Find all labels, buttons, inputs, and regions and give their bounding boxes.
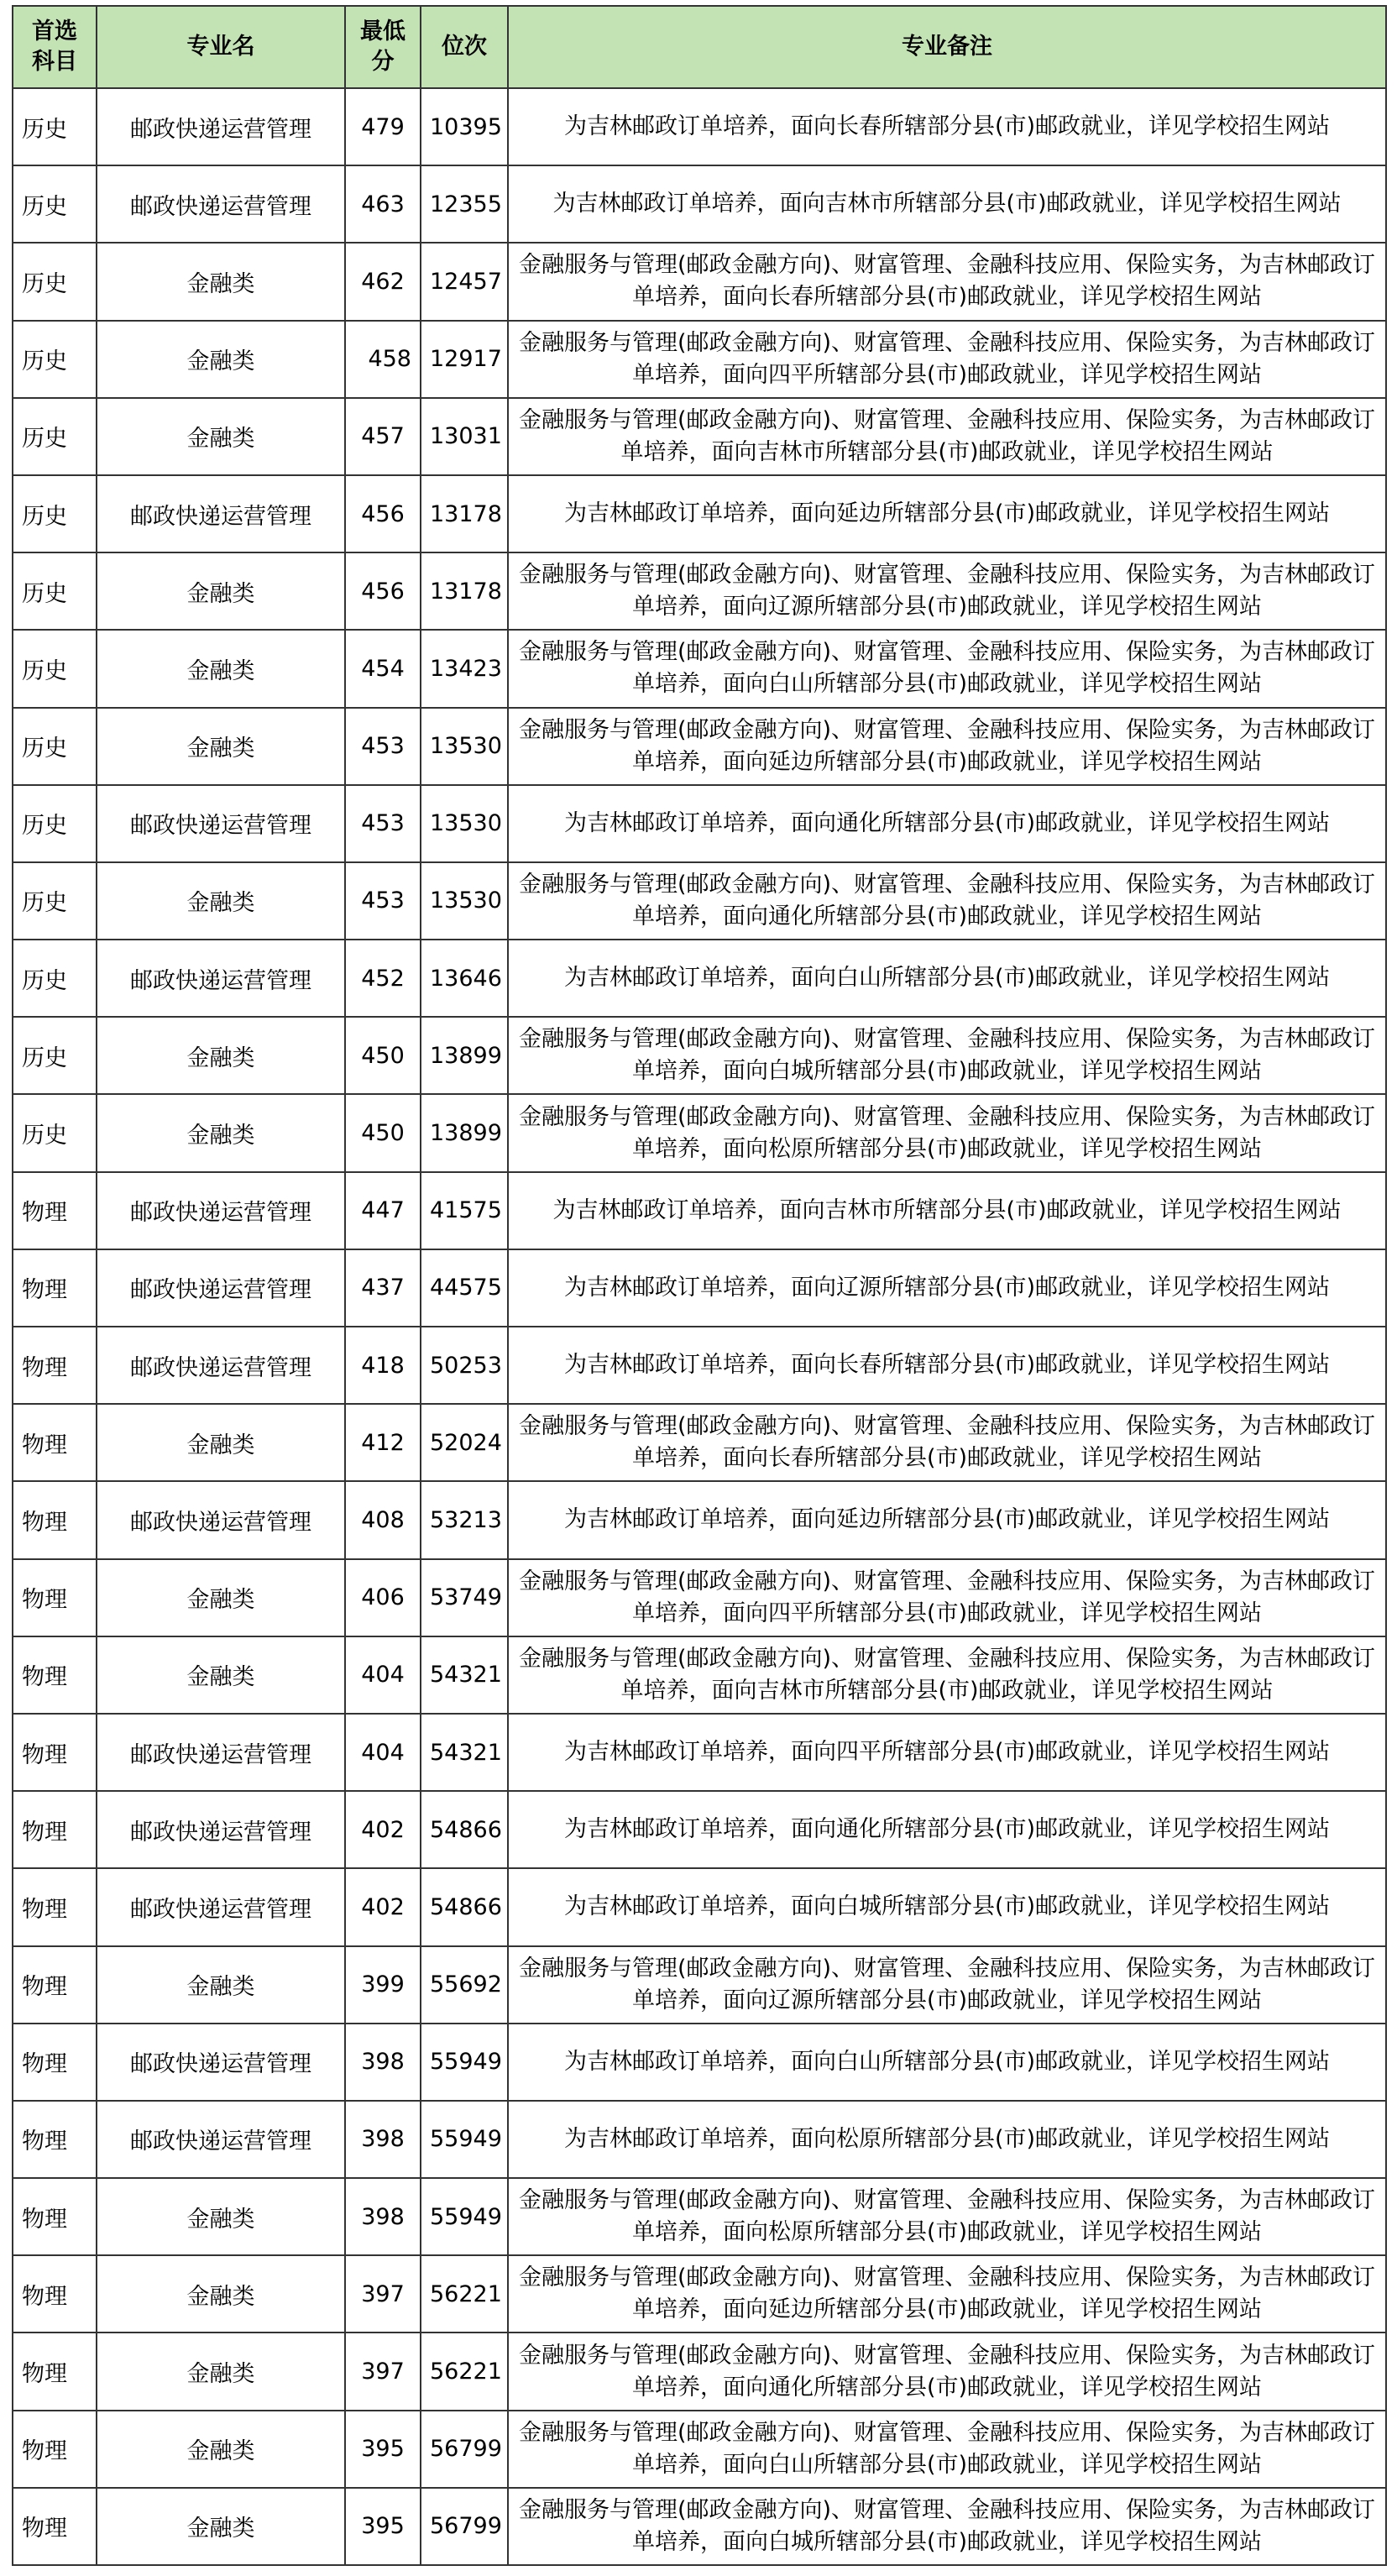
cell-notes: 为吉林邮政订单培养，面向延边所辖部分县(市)邮政就业，详见学校招生网站 bbox=[508, 475, 1386, 552]
cell-subject: 物理 bbox=[13, 1172, 97, 1249]
table-row bbox=[13, 1636, 1386, 1714]
cell-rank: 55692 bbox=[421, 1946, 508, 2024]
cell-rank: 13031 bbox=[421, 398, 508, 475]
cell-min-score: 418 bbox=[345, 1327, 421, 1404]
cell-rank: 56221 bbox=[421, 2255, 508, 2333]
cell-rank: 13178 bbox=[421, 552, 508, 630]
table-row bbox=[13, 1868, 1386, 1945]
admissions-table bbox=[12, 5, 1387, 2566]
table-row bbox=[13, 1249, 1386, 1327]
cell-major: 邮政快递运营管理 bbox=[97, 940, 345, 1017]
cell-subject: 历史 bbox=[13, 475, 97, 552]
cell-major: 金融类 bbox=[97, 630, 345, 707]
cell-notes: 金融服务与管理(邮政金融方向)、财富管理、金融科技应用、保险实务，为吉林邮政订单培养，面向白山所辖部分县(市)邮政就业，详见学校招生网站 bbox=[508, 2411, 1386, 2488]
cell-min-score: 397 bbox=[345, 2255, 421, 2333]
cell-major: 邮政快递运营管理 bbox=[97, 88, 345, 165]
cell-rank: 12457 bbox=[421, 243, 508, 320]
cell-rank: 53213 bbox=[421, 1481, 508, 1558]
cell-major: 邮政快递运营管理 bbox=[97, 1791, 345, 1868]
cell-major: 金融类 bbox=[97, 2488, 345, 2565]
cell-notes: 金融服务与管理(邮政金融方向)、财富管理、金融科技应用、保险实务，为吉林邮政订单培养，面向松原所辖部分县(市)邮政就业，详见学校招生网站 bbox=[508, 2178, 1386, 2255]
table-row bbox=[13, 1094, 1386, 1171]
cell-notes: 金融服务与管理(邮政金融方向)、财富管理、金融科技应用、保险实务，为吉林邮政订单培养，面向长春所辖部分县(市)邮政就业，详见学校招生网站 bbox=[508, 1404, 1386, 1481]
cell-subject: 物理 bbox=[13, 2411, 97, 2488]
cell-notes: 金融服务与管理(邮政金融方向)、财富管理、金融科技应用、保险实务，为吉林邮政订单培养，面向辽源所辖部分县(市)邮政就业，详见学校招生网站 bbox=[508, 552, 1386, 630]
cell-rank: 12355 bbox=[421, 165, 508, 243]
cell-subject: 历史 bbox=[13, 785, 97, 862]
cell-min-score: 397 bbox=[345, 2333, 421, 2410]
header-row bbox=[13, 6, 1386, 88]
cell-min-score: 463 bbox=[345, 165, 421, 243]
cell-notes: 金融服务与管理(邮政金融方向)、财富管理、金融科技应用、保险实务，为吉林邮政订单培养，面向白城所辖部分县(市)邮政就业，详见学校招生网站 bbox=[508, 1017, 1386, 1094]
cell-notes: 为吉林邮政订单培养，面向吉林市所辖部分县(市)邮政就业，详见学校招生网站 bbox=[508, 165, 1386, 243]
cell-notes: 为吉林邮政订单培养，面向白山所辖部分县(市)邮政就业，详见学校招生网站 bbox=[508, 940, 1386, 1017]
table-row bbox=[13, 1017, 1386, 1094]
cell-rank: 13178 bbox=[421, 475, 508, 552]
cell-notes: 金融服务与管理(邮政金融方向)、财富管理、金融科技应用、保险实务，为吉林邮政订单培养，面向通化所辖部分县(市)邮政就业，详见学校招生网站 bbox=[508, 2333, 1386, 2410]
cell-notes: 金融服务与管理(邮政金融方向)、财富管理、金融科技应用、保险实务，为吉林邮政订单培养，面向白山所辖部分县(市)邮政就业，详见学校招生网站 bbox=[508, 630, 1386, 707]
cell-notes: 为吉林邮政订单培养，面向辽源所辖部分县(市)邮政就业，详见学校招生网站 bbox=[508, 1249, 1386, 1327]
cell-rank: 13530 bbox=[421, 862, 508, 940]
cell-major: 金融类 bbox=[97, 1636, 345, 1714]
cell-notes: 为吉林邮政订单培养，面向白城所辖部分县(市)邮政就业，详见学校招生网站 bbox=[508, 1868, 1386, 1945]
cell-min-score: 406 bbox=[345, 1559, 421, 1636]
cell-rank: 50253 bbox=[421, 1327, 508, 1404]
cell-major: 金融类 bbox=[97, 1094, 345, 1171]
cell-min-score: 456 bbox=[345, 475, 421, 552]
cell-min-score: 453 bbox=[345, 785, 421, 862]
cell-major: 金融类 bbox=[97, 862, 345, 940]
cell-notes: 金融服务与管理(邮政金融方向)、财富管理、金融科技应用、保险实务，为吉林邮政订单培养，面向延边所辖部分县(市)邮政就业，详见学校招生网站 bbox=[508, 2255, 1386, 2333]
cell-subject: 历史 bbox=[13, 398, 97, 475]
table-row bbox=[13, 630, 1386, 707]
cell-subject: 物理 bbox=[13, 2101, 97, 2178]
table-row bbox=[13, 1481, 1386, 1558]
cell-major: 金融类 bbox=[97, 2178, 345, 2255]
cell-notes: 金融服务与管理(邮政金融方向)、财富管理、金融科技应用、保险实务，为吉林邮政订单培养，面向吉林市所辖部分县(市)邮政就业，详见学校招生网站 bbox=[508, 398, 1386, 475]
cell-subject: 物理 bbox=[13, 1946, 97, 2024]
cell-min-score: 399 bbox=[345, 1946, 421, 2024]
cell-major: 金融类 bbox=[97, 321, 345, 398]
cell-rank: 54321 bbox=[421, 1636, 508, 1714]
cell-min-score: 404 bbox=[345, 1636, 421, 1714]
table-row bbox=[13, 2411, 1386, 2488]
cell-min-score: 453 bbox=[345, 862, 421, 940]
cell-subject: 历史 bbox=[13, 165, 97, 243]
cell-notes: 金融服务与管理(邮政金融方向)、财富管理、金融科技应用、保险实务，为吉林邮政订单培养，面向吉林市所辖部分县(市)邮政就业，详见学校招生网站 bbox=[508, 1636, 1386, 1714]
cell-major: 邮政快递运营管理 bbox=[97, 1868, 345, 1945]
cell-major: 金融类 bbox=[97, 2333, 345, 2410]
cell-rank: 13899 bbox=[421, 1094, 508, 1171]
cell-subject: 物理 bbox=[13, 1791, 97, 1868]
cell-min-score: 402 bbox=[345, 1868, 421, 1945]
table-row bbox=[13, 1327, 1386, 1404]
cell-notes: 金融服务与管理(邮政金融方向)、财富管理、金融科技应用、保险实务，为吉林邮政订单培养，面向白城所辖部分县(市)邮政就业，详见学校招生网站 bbox=[508, 2488, 1386, 2565]
cell-min-score: 452 bbox=[345, 940, 421, 1017]
header-min-score: 最低分 bbox=[345, 6, 421, 88]
cell-major: 金融类 bbox=[97, 243, 345, 320]
cell-min-score: 450 bbox=[345, 1094, 421, 1171]
table-row bbox=[13, 321, 1386, 398]
table-row bbox=[13, 398, 1386, 475]
cell-major: 邮政快递运营管理 bbox=[97, 475, 345, 552]
cell-major: 邮政快递运营管理 bbox=[97, 1249, 345, 1327]
cell-min-score: 479 bbox=[345, 88, 421, 165]
cell-rank: 55949 bbox=[421, 2024, 508, 2101]
cell-subject: 历史 bbox=[13, 88, 97, 165]
cell-rank: 55949 bbox=[421, 2101, 508, 2178]
cell-subject: 物理 bbox=[13, 2024, 97, 2101]
cell-rank: 13530 bbox=[421, 785, 508, 862]
header-subject: 首选科目 bbox=[13, 6, 97, 88]
cell-subject: 历史 bbox=[13, 321, 97, 398]
cell-subject: 历史 bbox=[13, 1094, 97, 1171]
cell-min-score: 412 bbox=[345, 1404, 421, 1481]
cell-notes: 金融服务与管理(邮政金融方向)、财富管理、金融科技应用、保险实务，为吉林邮政订单培养，面向四平所辖部分县(市)邮政就业，详见学校招生网站 bbox=[508, 1559, 1386, 1636]
cell-rank: 41575 bbox=[421, 1172, 508, 1249]
cell-subject: 物理 bbox=[13, 1868, 97, 1945]
cell-subject: 物理 bbox=[13, 1559, 97, 1636]
table-row bbox=[13, 785, 1386, 862]
cell-min-score: 462 bbox=[345, 243, 421, 320]
header-rank: 位次 bbox=[421, 6, 508, 88]
cell-min-score: 395 bbox=[345, 2488, 421, 2565]
cell-notes: 为吉林邮政订单培养，面向延边所辖部分县(市)邮政就业，详见学校招生网站 bbox=[508, 1481, 1386, 1558]
cell-subject: 物理 bbox=[13, 2255, 97, 2333]
cell-major: 金融类 bbox=[97, 1017, 345, 1094]
cell-rank: 10395 bbox=[421, 88, 508, 165]
cell-subject: 物理 bbox=[13, 1404, 97, 1481]
cell-min-score: 404 bbox=[345, 1714, 421, 1791]
table-row bbox=[13, 2333, 1386, 2410]
cell-rank: 13423 bbox=[421, 630, 508, 707]
cell-major: 邮政快递运营管理 bbox=[97, 1714, 345, 1791]
cell-min-score: 408 bbox=[345, 1481, 421, 1558]
cell-subject: 物理 bbox=[13, 2178, 97, 2255]
cell-subject: 物理 bbox=[13, 1481, 97, 1558]
cell-subject: 物理 bbox=[13, 1327, 97, 1404]
cell-rank: 44575 bbox=[421, 1249, 508, 1327]
cell-rank: 13899 bbox=[421, 1017, 508, 1094]
cell-min-score: 402 bbox=[345, 1791, 421, 1868]
cell-rank: 54866 bbox=[421, 1791, 508, 1868]
table-row bbox=[13, 243, 1386, 320]
cell-subject: 历史 bbox=[13, 708, 97, 785]
cell-major: 邮政快递运营管理 bbox=[97, 1481, 345, 1558]
table-row bbox=[13, 88, 1386, 165]
cell-major: 邮政快递运营管理 bbox=[97, 785, 345, 862]
cell-min-score: 457 bbox=[345, 398, 421, 475]
cell-min-score: 398 bbox=[345, 2178, 421, 2255]
table-row bbox=[13, 1172, 1386, 1249]
cell-min-score: 447 bbox=[345, 1172, 421, 1249]
cell-major: 金融类 bbox=[97, 708, 345, 785]
cell-subject: 历史 bbox=[13, 940, 97, 1017]
cell-notes: 为吉林邮政订单培养，面向松原所辖部分县(市)邮政就业，详见学校招生网站 bbox=[508, 2101, 1386, 2178]
table-row bbox=[13, 2178, 1386, 2255]
cell-notes: 为吉林邮政订单培养，面向四平所辖部分县(市)邮政就业，详见学校招生网站 bbox=[508, 1714, 1386, 1791]
table-body bbox=[13, 88, 1386, 2565]
cell-min-score: 395 bbox=[345, 2411, 421, 2488]
cell-min-score: 450 bbox=[345, 1017, 421, 1094]
cell-major: 金融类 bbox=[97, 1559, 345, 1636]
cell-subject: 物理 bbox=[13, 1636, 97, 1714]
cell-rank: 52024 bbox=[421, 1404, 508, 1481]
table-row bbox=[13, 2488, 1386, 2565]
cell-min-score: 454 bbox=[345, 630, 421, 707]
cell-notes: 为吉林邮政订单培养，面向吉林市所辖部分县(市)邮政就业，详见学校招生网站 bbox=[508, 1172, 1386, 1249]
table-row bbox=[13, 2255, 1386, 2333]
table-row bbox=[13, 940, 1386, 1017]
cell-major: 金融类 bbox=[97, 1946, 345, 2024]
cell-notes: 为吉林邮政订单培养，面向通化所辖部分县(市)邮政就业，详见学校招生网站 bbox=[508, 785, 1386, 862]
cell-subject: 历史 bbox=[13, 552, 97, 630]
table-row bbox=[13, 1946, 1386, 2024]
cell-rank: 55949 bbox=[421, 2178, 508, 2255]
cell-min-score: 456 bbox=[345, 552, 421, 630]
cell-notes: 为吉林邮政订单培养，面向白山所辖部分县(市)邮政就业，详见学校招生网站 bbox=[508, 2024, 1386, 2101]
table-row bbox=[13, 2101, 1386, 2178]
header-major: 专业名 bbox=[97, 6, 345, 88]
cell-major: 金融类 bbox=[97, 552, 345, 630]
table-row bbox=[13, 2024, 1386, 2101]
cell-subject: 历史 bbox=[13, 630, 97, 707]
cell-notes: 金融服务与管理(邮政金融方向)、财富管理、金融科技应用、保险实务，为吉林邮政订单培养，面向长春所辖部分县(市)邮政就业，详见学校招生网站 bbox=[508, 243, 1386, 320]
cell-min-score: 437 bbox=[345, 1249, 421, 1327]
cell-min-score: 458 bbox=[345, 321, 421, 398]
cell-subject: 物理 bbox=[13, 2333, 97, 2410]
cell-subject: 物理 bbox=[13, 1714, 97, 1791]
cell-major: 邮政快递运营管理 bbox=[97, 2024, 345, 2101]
cell-min-score: 453 bbox=[345, 708, 421, 785]
cell-subject: 物理 bbox=[13, 2488, 97, 2565]
cell-notes: 为吉林邮政订单培养，面向长春所辖部分县(市)邮政就业，详见学校招生网站 bbox=[508, 1327, 1386, 1404]
cell-major: 邮政快递运营管理 bbox=[97, 165, 345, 243]
cell-major: 金融类 bbox=[97, 1404, 345, 1481]
cell-subject: 历史 bbox=[13, 862, 97, 940]
table-row bbox=[13, 475, 1386, 552]
table-row bbox=[13, 1791, 1386, 1868]
cell-subject: 历史 bbox=[13, 243, 97, 320]
cell-notes: 为吉林邮政订单培养，面向通化所辖部分县(市)邮政就业，详见学校招生网站 bbox=[508, 1791, 1386, 1868]
cell-notes: 金融服务与管理(邮政金融方向)、财富管理、金融科技应用、保险实务，为吉林邮政订单培养，面向四平所辖部分县(市)邮政就业，详见学校招生网站 bbox=[508, 321, 1386, 398]
cell-min-score: 398 bbox=[345, 2101, 421, 2178]
cell-rank: 12917 bbox=[421, 321, 508, 398]
cell-major: 金融类 bbox=[97, 2255, 345, 2333]
header-notes: 专业备注 bbox=[508, 6, 1386, 88]
table-row bbox=[13, 1714, 1386, 1791]
cell-min-score: 398 bbox=[345, 2024, 421, 2101]
cell-rank: 13646 bbox=[421, 940, 508, 1017]
cell-rank: 54321 bbox=[421, 1714, 508, 1791]
table-row bbox=[13, 552, 1386, 630]
cell-rank: 13530 bbox=[421, 708, 508, 785]
cell-major: 金融类 bbox=[97, 398, 345, 475]
cell-notes: 金融服务与管理(邮政金融方向)、财富管理、金融科技应用、保险实务，为吉林邮政订单培养，面向延边所辖部分县(市)邮政就业，详见学校招生网站 bbox=[508, 708, 1386, 785]
cell-rank: 54866 bbox=[421, 1868, 508, 1945]
cell-subject: 物理 bbox=[13, 1249, 97, 1327]
cell-rank: 56799 bbox=[421, 2488, 508, 2565]
cell-rank: 53749 bbox=[421, 1559, 508, 1636]
cell-major: 邮政快递运营管理 bbox=[97, 1172, 345, 1249]
cell-notes: 为吉林邮政订单培养，面向长春所辖部分县(市)邮政就业，详见学校招生网站 bbox=[508, 88, 1386, 165]
table-row bbox=[13, 862, 1386, 940]
cell-major: 金融类 bbox=[97, 2411, 345, 2488]
cell-rank: 56799 bbox=[421, 2411, 508, 2488]
cell-notes: 金融服务与管理(邮政金融方向)、财富管理、金融科技应用、保险实务，为吉林邮政订单培养，面向通化所辖部分县(市)邮政就业，详见学校招生网站 bbox=[508, 862, 1386, 940]
cell-subject: 历史 bbox=[13, 1017, 97, 1094]
cell-major: 邮政快递运营管理 bbox=[97, 2101, 345, 2178]
table-row bbox=[13, 165, 1386, 243]
cell-notes: 金融服务与管理(邮政金融方向)、财富管理、金融科技应用、保险实务，为吉林邮政订单培养，面向松原所辖部分县(市)邮政就业，详见学校招生网站 bbox=[508, 1094, 1386, 1171]
cell-major: 邮政快递运营管理 bbox=[97, 1327, 345, 1404]
cell-rank: 56221 bbox=[421, 2333, 508, 2410]
table-row bbox=[13, 708, 1386, 785]
cell-notes: 金融服务与管理(邮政金融方向)、财富管理、金融科技应用、保险实务，为吉林邮政订单培养，面向辽源所辖部分县(市)邮政就业，详见学校招生网站 bbox=[508, 1946, 1386, 2024]
table-row bbox=[13, 1404, 1386, 1481]
table-row bbox=[13, 1559, 1386, 1636]
